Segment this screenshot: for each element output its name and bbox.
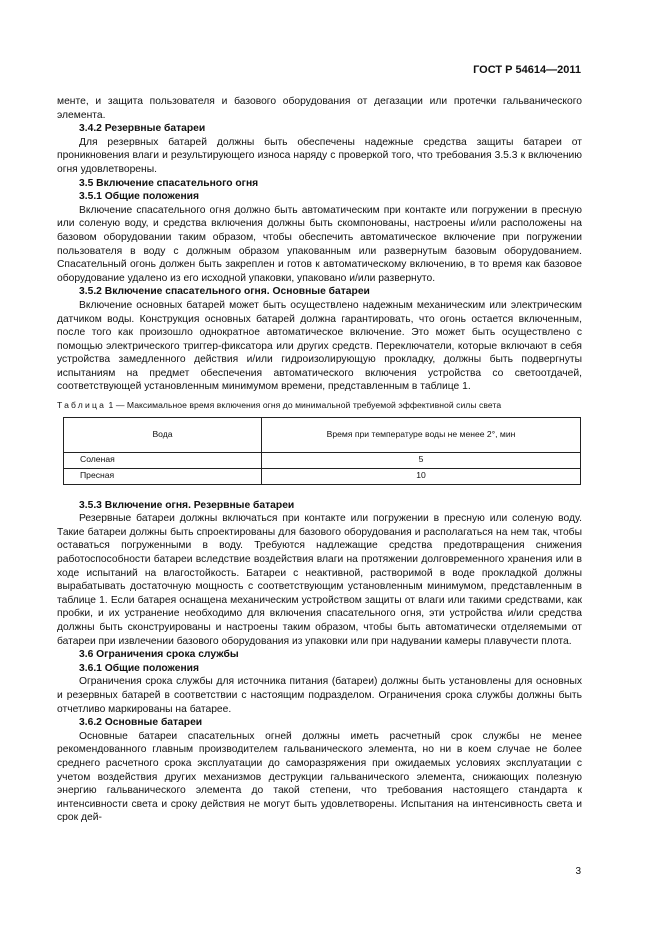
- heading-3-5-3: 3.5.3 Включение огня. Резервные батареи: [79, 499, 295, 511]
- table-label: Таблица: [57, 400, 107, 411]
- table-row: [64, 468, 581, 484]
- page-number: 3: [575, 866, 581, 877]
- document-id: ГОСТ Р 54614—2011: [473, 64, 581, 76]
- paragraph-3-5-1: Включение спасательного огня должно быть автоматическим при контакте или погружении в пресную или соленую воду, и средства включения должны быть скомпонованы, настроены и/или расположены на базовом оборудовании таким образом, чтобы обеспечить автоматическое включение при погружении пользователя в воду с должным образом упакованным или развернутым базовым оборудованием. Спасательный огонь должен быть закреплен и готов к автоматическому включению, в то время как базовое оборудование удалено из его исходной упаковки, упаковано и/или развернуто.: [57, 204, 582, 284]
- heading-3-5-1: 3.5.1 Общие положения: [79, 191, 199, 203]
- document-body: [57, 95, 582, 825]
- table-header-row: [64, 417, 581, 452]
- paragraph-3-5-3: Резервные батареи должны включаться при контакте или погружении в пресную или соленую воду. Такие батареи должны быть спроектированы для базового оборудования и располагаться на нем так, чтобы оставаться погруженными в воду. Требуются надлежащие средства предотвращения снижения работоспособности батареи вследствие воздействия влаги на протяжении долговременного хранения или в ходе испытаний на влагостойкость. Батареи с неактивной, растворимой в воде прокладкой должны вырабатывать достаточную мощность с соответствующим установленным минимумом, представленным в таблице 1. Если батарея оснащена механическим устройством защиты от влаги или такими средствами, как пробки, и их устранение необходимо для включения спасательного огня, эти устройства и/или средства должны быть сконструированы и настроены таким образом, чтобы быть автоматически отделяемыми от батареи при извлечении базового оборудования из упаковки или при надувании камеры плавучести плота.: [57, 513, 582, 647]
- paragraph-continuation: менте, и защита пользователя и базового оборудования от дегазации или протечки гальванического элемента.: [57, 96, 582, 121]
- heading-3-4-2: 3.4.2 Резервные батареи: [79, 123, 206, 135]
- heading-3-6-1: 3.6.1 Общие положения: [79, 662, 199, 674]
- paragraph-3-5-2: Включение основных батарей может быть осуществлено надежным механическим или электрическим датчиком воды. Конструкция основных батарей должна гарантировать, что огонь остается включенным, после того как произошло однократное автоматическое включение. Это может быть осуществлено с помощью электрического триггер-фиксатора или других средств. Переключатели, которые включают в себя устройства замедленного действия и/или гидроизолирующую прокладку, должны быть подвергнуты испытаниям на предмет обеспечения автоматического включения устройства со светоотдачей, соответствующей установленным минимумом времени, представленным в таблице 1.: [57, 299, 582, 393]
- heading-3-5: 3.5 Включение спасательного огня: [79, 177, 259, 189]
- heading-3-6-2: 3.6.2 Основные батареи: [79, 717, 203, 729]
- cell-time: 10: [262, 468, 581, 484]
- table-row: [64, 452, 581, 468]
- column-header-time: Время при температуре воды не менее 2°, мин: [262, 417, 581, 452]
- heading-3-6: 3.6 Ограничения срока службы: [79, 649, 239, 661]
- cell-water: Соленая: [64, 452, 262, 468]
- column-header-water: Вода: [64, 417, 262, 452]
- paragraph-3-4-2: Для резервных батарей должны быть обеспечены надежные средства защиты батареи от проникновения влаги и результирующего износа наряду с проверкой того, что требования 3.5.3 к включению огня удовлетворены.: [57, 136, 582, 175]
- heading-3-5-2: 3.5.2 Включение спасательного огня. Основные батареи: [79, 286, 370, 298]
- cell-time: 5: [262, 452, 581, 468]
- paragraph-3-6-2: Основные батареи спасательных огней должны иметь расчетный срок службы не менее рекомендованного главным производителем гальванического элемента, но ни в коем случае не более среднего расчетного срока эксплуатации до саморазряжения при ожидаемых условиях эксплуатации с учетом воздействия других механизмов деструкции гальванического элемента, снижающих полезную энергию гальванического элемента до такой степени, что требования настоящего стандарта к интенсивности света и сроку действия не могут быть удовлетворены. Испытания на интенсивность света и срок дей-: [57, 730, 582, 824]
- table-caption: [57, 399, 582, 413]
- cell-water: Пресная: [64, 468, 262, 484]
- table-caption-text: 1 — Максимальное время включения огня до минимальной требуемой эффективной силы света: [106, 400, 502, 411]
- table-1: [63, 417, 581, 485]
- paragraph-3-6-1: Ограничения срока службы для источника питания (батареи) должны быть установлены для основных и резервных батарей в соответствии с настоящим подразделом. Ограничения срока службы должны быть отчетливо маркированы на батарее.: [57, 676, 582, 715]
